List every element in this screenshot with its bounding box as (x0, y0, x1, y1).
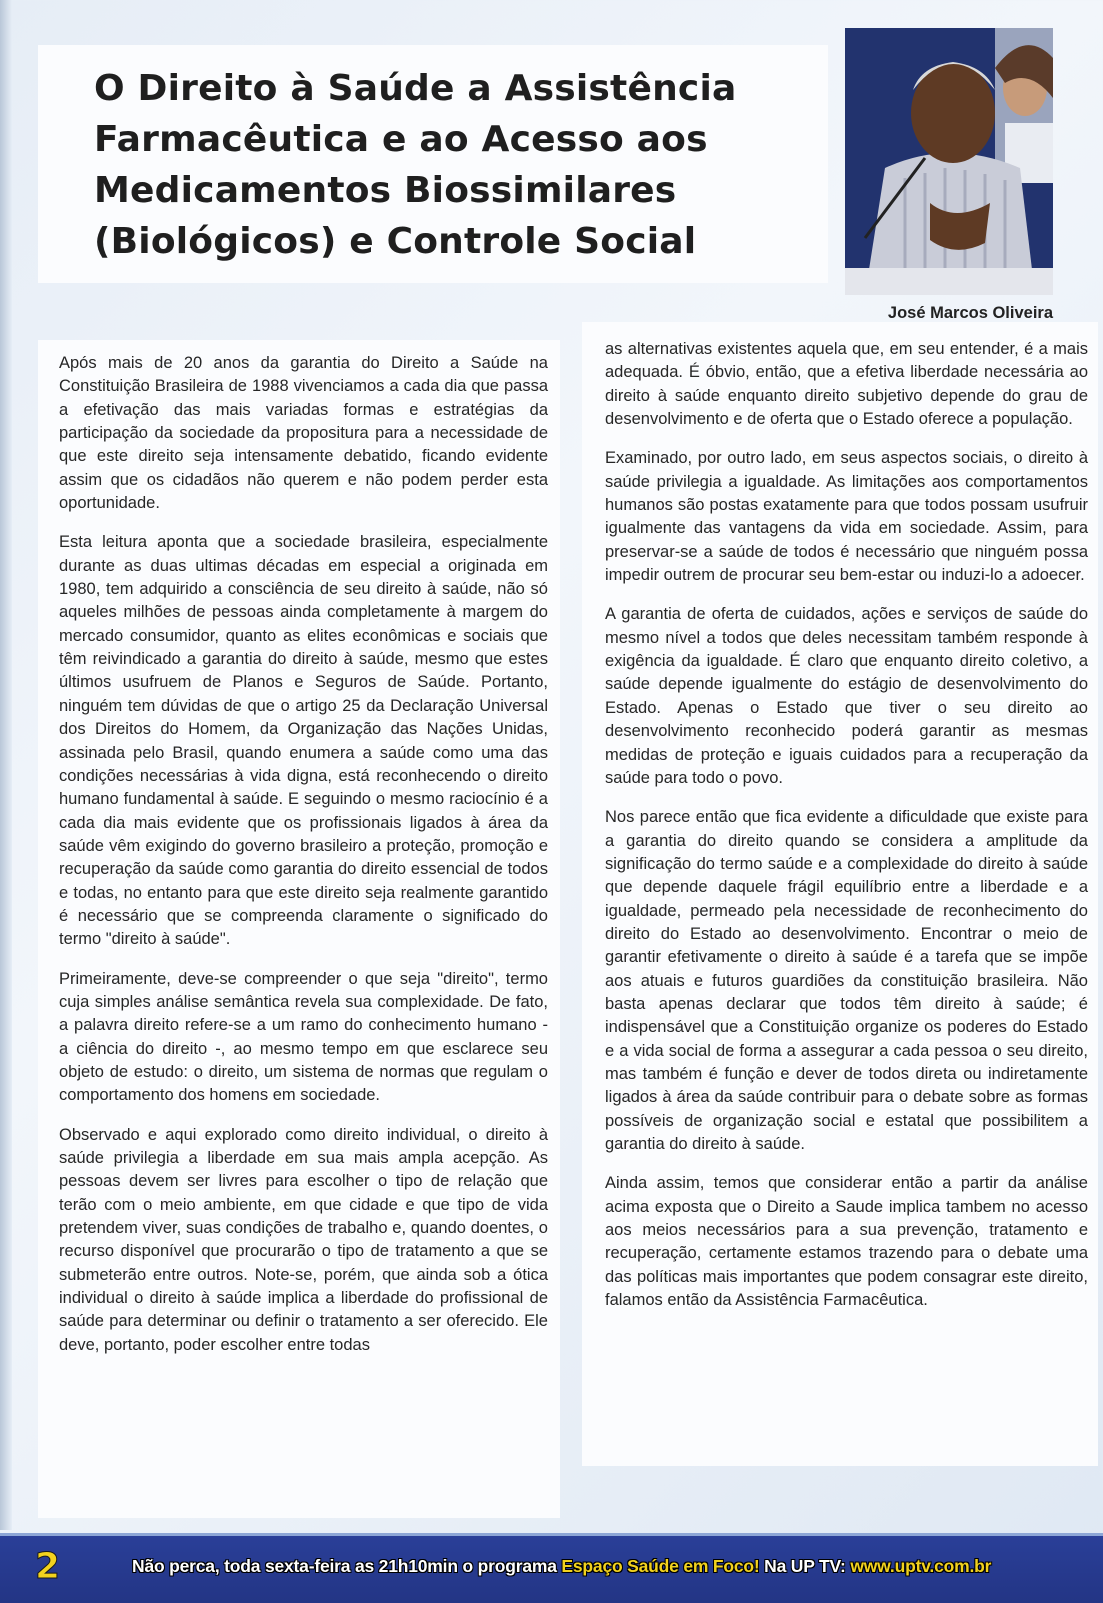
title-panel (38, 45, 828, 283)
author-photo (845, 28, 1053, 295)
program-name: Espaço Saúde em Foco! (561, 1556, 760, 1576)
footer-text-before: Não perca, toda sexta-feira as 21h10min o programa (132, 1556, 562, 1576)
page-number: 2 (35, 1546, 61, 1587)
author-photo-illustration (845, 28, 1053, 295)
paragraph: as alternativas existentes aquela que, em seu entender, é a mais adequada. É óbvio, então, que a efetiva liberdade necessária ao direito à saúde enquanto direito subjetivo depende do grau de desenvolvimento e de oferta que o Estado oferece a população. (605, 340, 1088, 429)
author-caption: José Marcos Oliveira (887, 304, 1053, 322)
footer-url-link[interactable]: www.uptv.com.br (850, 1556, 992, 1576)
paragraph: A garantia de oferta de cuidados, ações e serviços de saúde do mesmo nível a todos que deles necessitam também responde à exigência da igualdade. É claro que enquanto direito coletivo, a saúde depende igualmente do estágio de desenvolvimento do Estado. Apenas o Estado que tiver o seu direito ao desenvolvimento reconhecido poderá garantir as mesmas medidas de proteção e iguais cuidados para a recuperação da saúde para todo o povo. (605, 605, 1088, 787)
paragraph: Após mais de 20 anos da garantia do Direito a Saúde na Constituição Brasileira de 1988 vivenciamos a cada dia que passa a efetivação das mais variadas formas e estratégias da participação da sociedade da propositura para a necessidade de que este direito seja intensamente debatido, ficando evidente assim que os cidadãos não querem e não podem perder esta oportunidade. (59, 354, 548, 513)
footer-text-middle: Na UP TV: (759, 1556, 851, 1576)
footer-promo (132, 1556, 991, 1577)
left-column (38, 340, 560, 1518)
paragraph: Primeiramente, deve-se compreender o que seja "direito", termo cuja simples análise semântica revela sua complexidade. De fato, a palavra direito refere-se a um ramo do conhecimento humano - a ciência do direito -, ao mesmo tempo em que esclarece seu objeto de estudo: o direito, um sistema de normas que regulam o comportamento dos homens em sociedade. (59, 969, 548, 1105)
paragraph: Nos parece então que fica evidente a dificuldade que existe para a garantia do direito quando se considera a amplitude da significação do termo saúde e a complexidade do direito à saúde que depende daquele frágil equilíbrio entre a liberdade e a igualdade, permeado pela necessidade de reconhecimento do direito do Estado ao desenvolvimento. Encontrar o meio de garantir efetivamente o direito à saúde é a tarefa que se impõe aos atuais e futuros guardiões da constituição brasileira. Não basta apenas declarar que todos têm direito à saúde; é indispensável que a Constituição organize os poderes do Estado e a vida social de forma a assegurar a cada pessoa o seu direito, mas também é função e dever de todos direta ou indiretamente ligados à área da saúde contribuir para o debate sobre as formas possíveis de organização social e estatal que possibilitem a garantia do direito à saúde. (605, 808, 1088, 1153)
paragraph: Esta leitura aponta que a sociedade brasileira, especialmente durante as duas ultimas décadas em especial a originada em 1980, tem adquirido a consciência de seu direito à saúde, não só aqueles milhões de pessoas ainda completamente à margem do mercado consumidor, quanto as elites econômicas e sociais que têm reivindicado a garantia do direito à saúde, mesmo que estes últimos usufruem de Planos e Seguros de Saúde. Portanto, ninguém tem dúvidas de que o artigo 25 da Declaração Universal dos Direitos do Homem, da Organização das Nações Unidas, assinada pelo Brasil, quando enumera a saúde como uma das condições necessárias à vida digna, está reconhecendo o direito humano fundamental à saúde. E seguindo o mesmo raciocínio é a cada dia mais evidente que os profissionais ligados à área da saúde vêm exigindo do governo brasileiro a proteção, promoção e recuperação da saúde como garantia do direito essencial de todos e todas, no entanto para que este direito seja realmente garantido é necessário que se compreenda claramente o significado do termo "direito à saúde". (59, 533, 548, 949)
right-column (582, 340, 1098, 1466)
paragraph: Examinado, por outro lado, em seus aspectos sociais, o direito à saúde privilegia a igualdade. As limitações aos comportamentos humanos são postas exatamente para que todos possam usufruir igualmente das vantagens da vida em sociedade. Assim, para preservar-se a saúde de todos é necessário que ninguém possa impedir outrem de procurar seu bem-estar ou induzi-lo a adoecer. (605, 449, 1088, 585)
paragraph: Observado e aqui explorado como direito individual, o direito à saúde privilegia a liberdade em sua mais ampla acepção. As pessoas devem ser livres para escolher o tipo de relação que terão com o meio ambiente, em que cidade e que tipo de vida pretendem viver, suas condições de trabalho e, quando doentes, o recurso disponível que procurarão o tipo de tratamento a que se submeterão entre outros. Note-se, porém, que ainda sob a ótica individual o direito à saúde implica a liberdade do profissional de saúde para determinar ou definir o tratamento a ser oferecido. Ele deve, portanto, poder escolher entre todas (59, 1125, 548, 1354)
paragraph: Ainda assim, temos que considerar então a partir da análise acima exposta que o Direito a Saude implica tambem no acesso aos meios necessários para a sua prevenção, tratamento e recuperação, certamente estamos trazendo para o debate uma das políticas mais importantes que podem consagrar este direito, falamos então da Assistência Farmacêutica. (605, 1174, 1088, 1310)
article-title: O Direito à Saúde a Assistência Farmacêutica e ao Acesso aos Medicamentos Biossimilares (Biológicos) e Controle Social (94, 68, 737, 262)
footer-banner (0, 1533, 1103, 1603)
page-spine-shadow (0, 0, 12, 1530)
